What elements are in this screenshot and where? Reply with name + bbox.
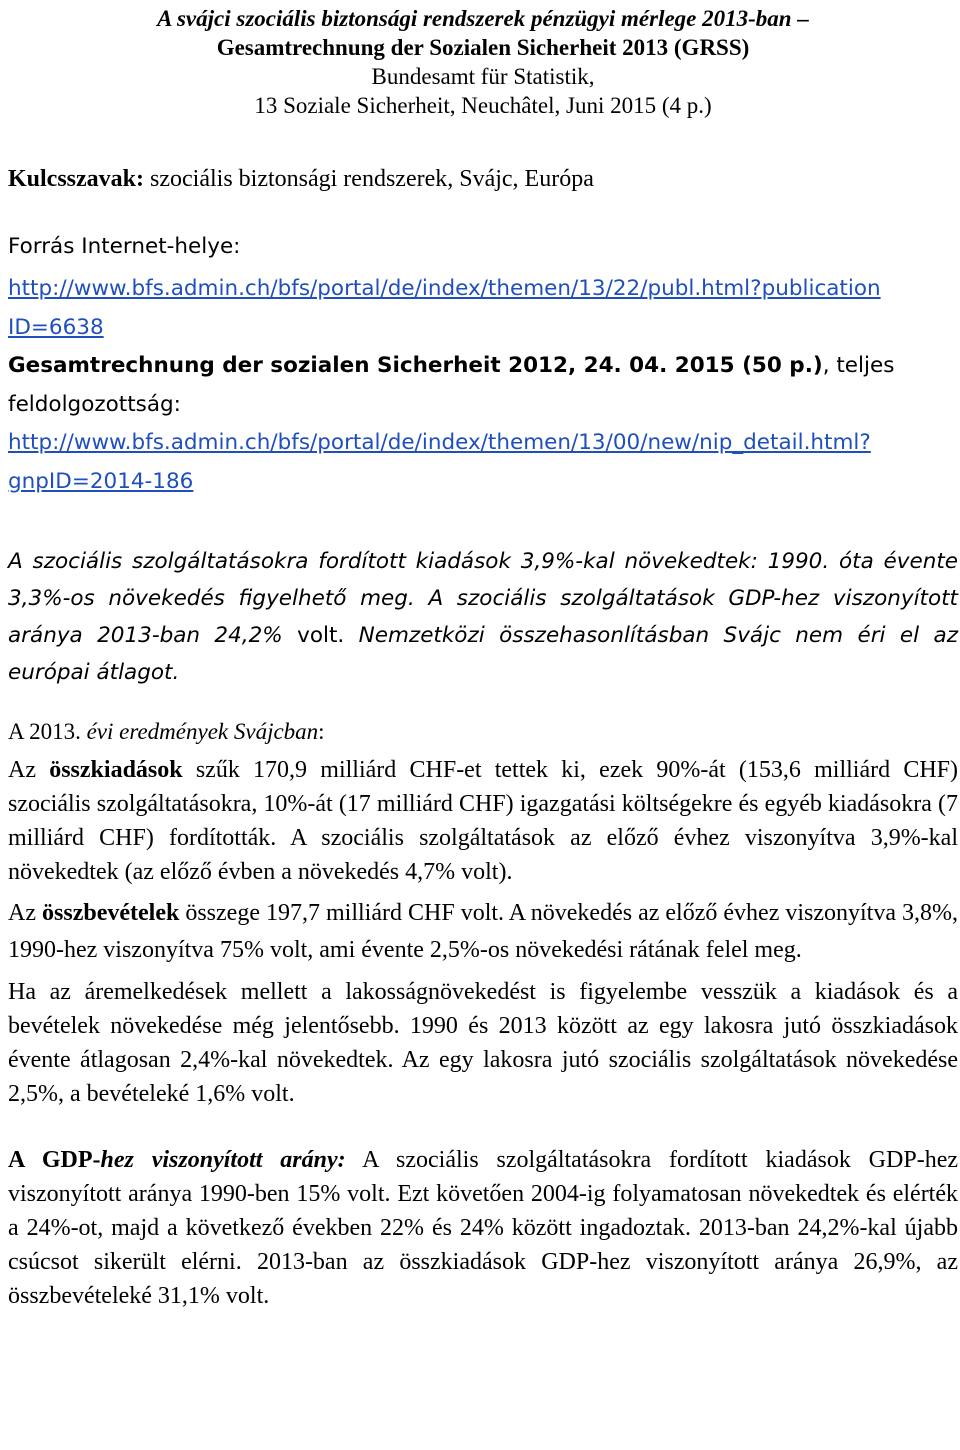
keywords-label: Kulcsszavak: [8, 166, 145, 192]
summary-sentence-3: Nemzetközi összehasonlításban Svájc nem éri el az európai átlagot. [8, 623, 958, 685]
summary-sentence-2: A szociális szolgáltatások GDP-hez viszonyított aránya 2013-ban 24,2% [8, 586, 958, 648]
second-publication-suffix: , teljes [822, 353, 895, 378]
summary-sentence-1: A szociális szolgáltatásokra fordított kiadások 3,9%-kal növekedtek: 1990. óta évente 3,3%-os növekedés figyelhető meg. [8, 549, 958, 611]
results-heading-prefix: A 2013. [8, 719, 87, 744]
paragraph-4-keyword: hez viszonyított arány: [100, 1147, 346, 1173]
source-link-2-continued[interactable]: gnpID=2014-186 [8, 468, 194, 494]
paragraph-1-keyword: összkiadások [49, 757, 183, 783]
source-link-2-line-1[interactable] [8, 424, 958, 463]
paragraph-1-lead: Az [8, 757, 50, 783]
title-line-hungarian: A svájci szociális biztonsági rendszerek pénzügyi mérlege 2013-ban – [157, 6, 809, 31]
paragraph-total-expenditure [8, 753, 958, 889]
source-link-1[interactable]: http://www.bfs.admin.ch/bfs/portal/de/index/themen/13/22/publ.html?publication [8, 276, 881, 301]
paragraph-4-text: A szociális szolgáltatásokra fordított kiadások GDP-hez viszonyított aránya 1990-ben 15% volt. Ezt követően 2004-ig folyamatosan növekedtek és elérték a 24%-ot, majd a következő években 22% és 24% között ingadoztak. 2013-ban 24,2%-kal újabb csúcsot sikerült elérni. 2013-ban az összkiadások GDP-hez viszonyított aránya 26,9%, az összbevételeké 31,1% volt. [8, 1147, 958, 1309]
title-line-german: Gesamtrechnung der Sozialen Sicherheit 2013 (GRSS) [216, 35, 750, 60]
results-heading-suffix: : [318, 719, 325, 744]
second-publication-title: Gesamtrechnung der sozialen Sicherheit 2012, 24. 04. 2015 (50 p.) [8, 353, 823, 378]
second-publication-line-2: feldolgozottság: [8, 391, 181, 417]
keywords-line [8, 165, 958, 193]
title-line-publisher: Bundesamt für Statistik, [371, 64, 595, 89]
results-heading [8, 717, 958, 747]
paragraph-4-lead: A GDP- [8, 1147, 101, 1173]
document-page [8, 4, 958, 1319]
document-title [8, 4, 958, 120]
source-link-1-continued[interactable]: ID=6638 [8, 314, 104, 340]
source-link-1-line-1[interactable] [8, 270, 958, 309]
paragraph-1-text: szűk 170,9 milliárd CHF-et tettek ki, ezek 90%-át (153,6 milliárd CHF) szociális szolgáltatásokra, 10%-át (17 milliárd CHF) igazgatási költségekre és egyéb kiadásokra (7 milliárd CHF) fordították. A szociális szolgáltatások az előző évhez viszonyítva 3,9%-kal növekedtek (az előző évben a növekedés 4,7% volt). [8, 757, 959, 885]
results-heading-italic: évi eredmények Svájcban [86, 719, 319, 744]
source-link-2[interactable]: http://www.bfs.admin.ch/bfs/portal/de/index/themen/13/00/new/nip_detail.html? [8, 430, 871, 455]
summary-sentence-2-end: volt. [282, 623, 345, 648]
source-label: Forrás Internet-helye: [8, 234, 241, 259]
paragraph-gdp-ratio [8, 1143, 958, 1313]
keywords-text: szociális biztonsági rendszerek, Svájc, Európa [144, 166, 594, 192]
paragraph-2-text: összege 197,7 milliárd CHF volt. A növekedés az előző évhez viszonyítva 3,8%, 1990-hez viszonyítva 75% volt, ami évente 2,5%-os növekedési rátának felel meg. [8, 900, 959, 963]
source-link-2-line-2[interactable] [8, 463, 958, 502]
title-line-series: 13 Soziale Sicherheit, Neuchâtel, Juni 2015 (4 p.) [254, 93, 712, 118]
paragraph-per-capita: Ha az áremelkedések mellett a lakosságnövekedést is figyelembe vesszük a kiadások és a bevételek növekedése még jelentősebb. 1990 és 2013 között az egy lakosra jutó összkiadások évente átlagosan 2,4%-kal növekedtek. Az egy lakosra jutó szociális szolgáltatások növekedése 2,5%, a bevételeké 1,6% volt. [8, 979, 958, 1107]
second-publication-line [8, 347, 958, 386]
paragraph-2-keyword: összbevételek [42, 900, 180, 926]
paragraph-2-lead: Az [8, 900, 43, 926]
paragraph-total-revenue [8, 895, 958, 969]
source-link-1-line-2[interactable] [8, 309, 958, 348]
summary-highlight [8, 543, 958, 691]
